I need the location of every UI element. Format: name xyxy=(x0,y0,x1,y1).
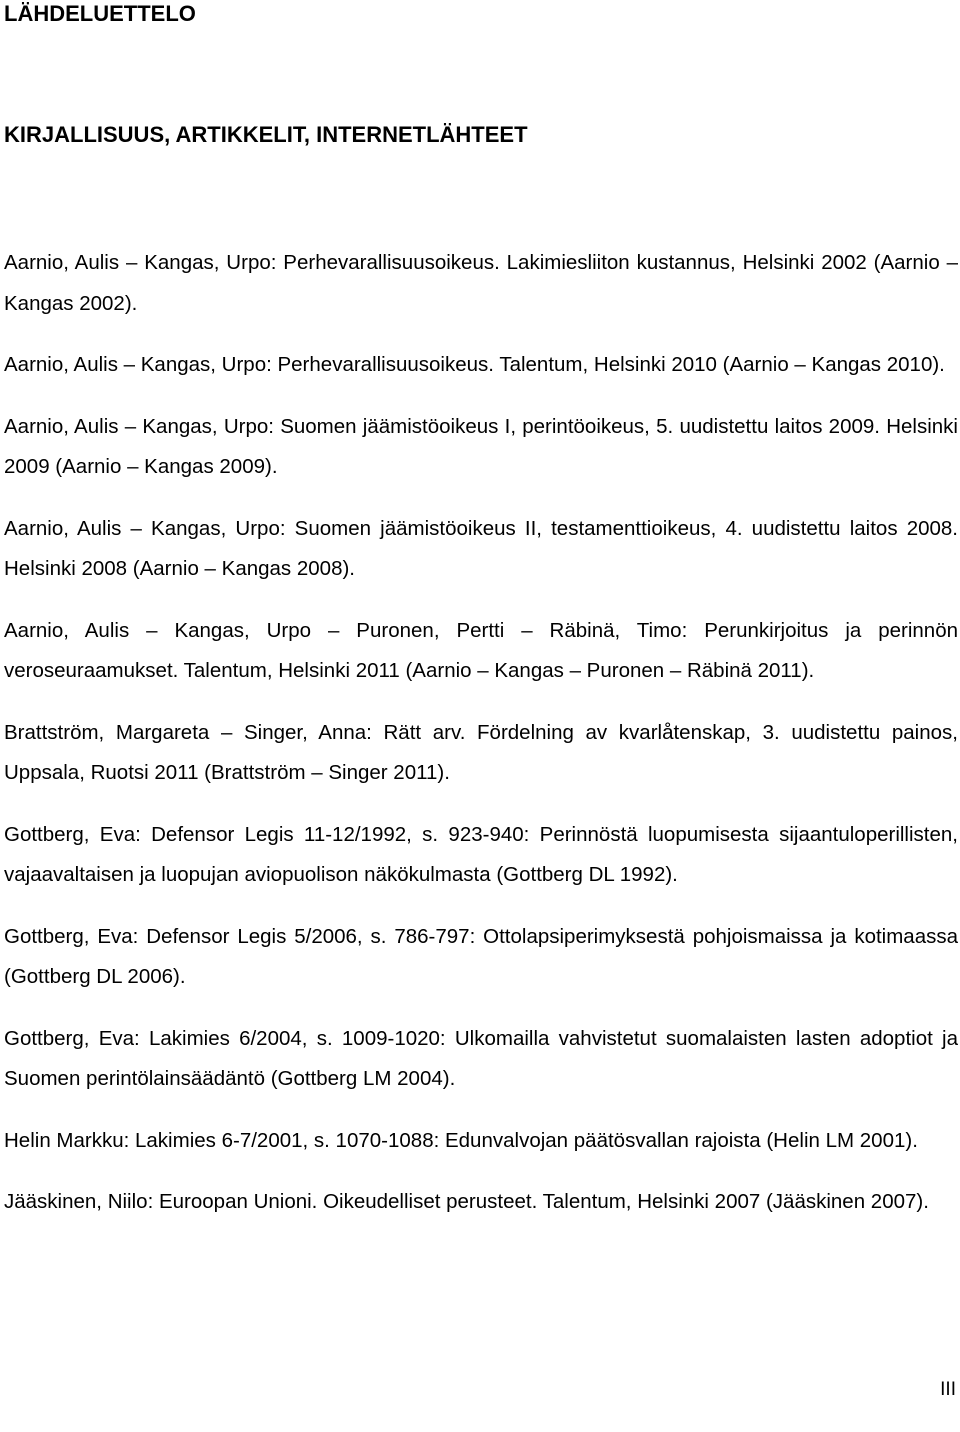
reference-item: Aarnio, Aulis – Kangas, Urpo: Suomen jäämistöoikeus II, testamenttioikeus, 4. uudistettu laitos 2008. Helsinki 2008 (Aarnio – Kangas 2008). xyxy=(4,516,958,580)
reference-list xyxy=(4,243,958,1244)
reference-item: Gottberg, Eva: Lakimies 6/2004, s. 1009-1020: Ulkomailla vahvistetut suomalaisten lasten adoptiot ja Suomen perintölainsäädäntö (Gottberg LM 2004). xyxy=(4,1026,958,1090)
reference-item: Aarnio, Aulis – Kangas, Urpo: Perhevarallisuusoikeus. Lakimiesliiton kustannus, Helsinki 2002 (Aarnio – Kangas 2002). xyxy=(4,251,958,315)
reference-item: Aarnio, Aulis – Kangas, Urpo: Perhevarallisuusoikeus. Talentum, Helsinki 2010 (Aarnio – Kangas 2010). xyxy=(4,353,945,376)
reference-item: Gottberg, Eva: Defensor Legis 11-12/1992, s. 923-940: Perinnöstä luopumisesta sijaantuloperillisten, vajaavaltaisen ja luopujan aviopuolison näkökulmasta (Gottberg DL 1992). xyxy=(4,822,958,886)
section-heading: KIRJALLISUUS, ARTIKKELIT, INTERNETLÄHTEET xyxy=(4,122,528,147)
page-number: III xyxy=(940,1379,956,1400)
reference-item: Aarnio, Aulis – Kangas, Urpo – Puronen, Pertti – Räbinä, Timo: Perunkirjoitus ja perinnön veroseuraamukset. Talentum, Helsinki 2011 (Aarnio – Kangas – Puronen – Räbinä 2011). xyxy=(4,618,958,682)
reference-item: Jääskinen, Niilo: Euroopan Unioni. Oikeudelliset perusteet. Talentum, Helsinki 2007 (Jääskinen 2007). xyxy=(4,1190,929,1213)
page-title: LÄHDELUETTELO xyxy=(4,1,196,26)
reference-item: Helin Markku: Lakimies 6-7/2001, s. 1070-1088: Edunvalvojan päätösvallan rajoista (Helin LM 2001). xyxy=(4,1128,918,1152)
reference-item: Aarnio, Aulis – Kangas, Urpo: Suomen jäämistöoikeus I, perintöoikeus, 5. uudistettu laitos 2009. Helsinki 2009 (Aarnio – Kangas 2009). xyxy=(4,414,958,478)
reference-item: Brattström, Margareta – Singer, Anna: Rätt arv. Fördelning av kvarlåtenskap, 3. uudistettu painos, Uppsala, Ruotsi 2011 (Brattström – Singer 2011). xyxy=(4,720,958,784)
reference-item: Gottberg, Eva: Defensor Legis 5/2006, s. 786-797: Ottolapsiperimyksestä pohjoismaissa ja kotimaassa (Gottberg DL 2006). xyxy=(4,924,958,988)
